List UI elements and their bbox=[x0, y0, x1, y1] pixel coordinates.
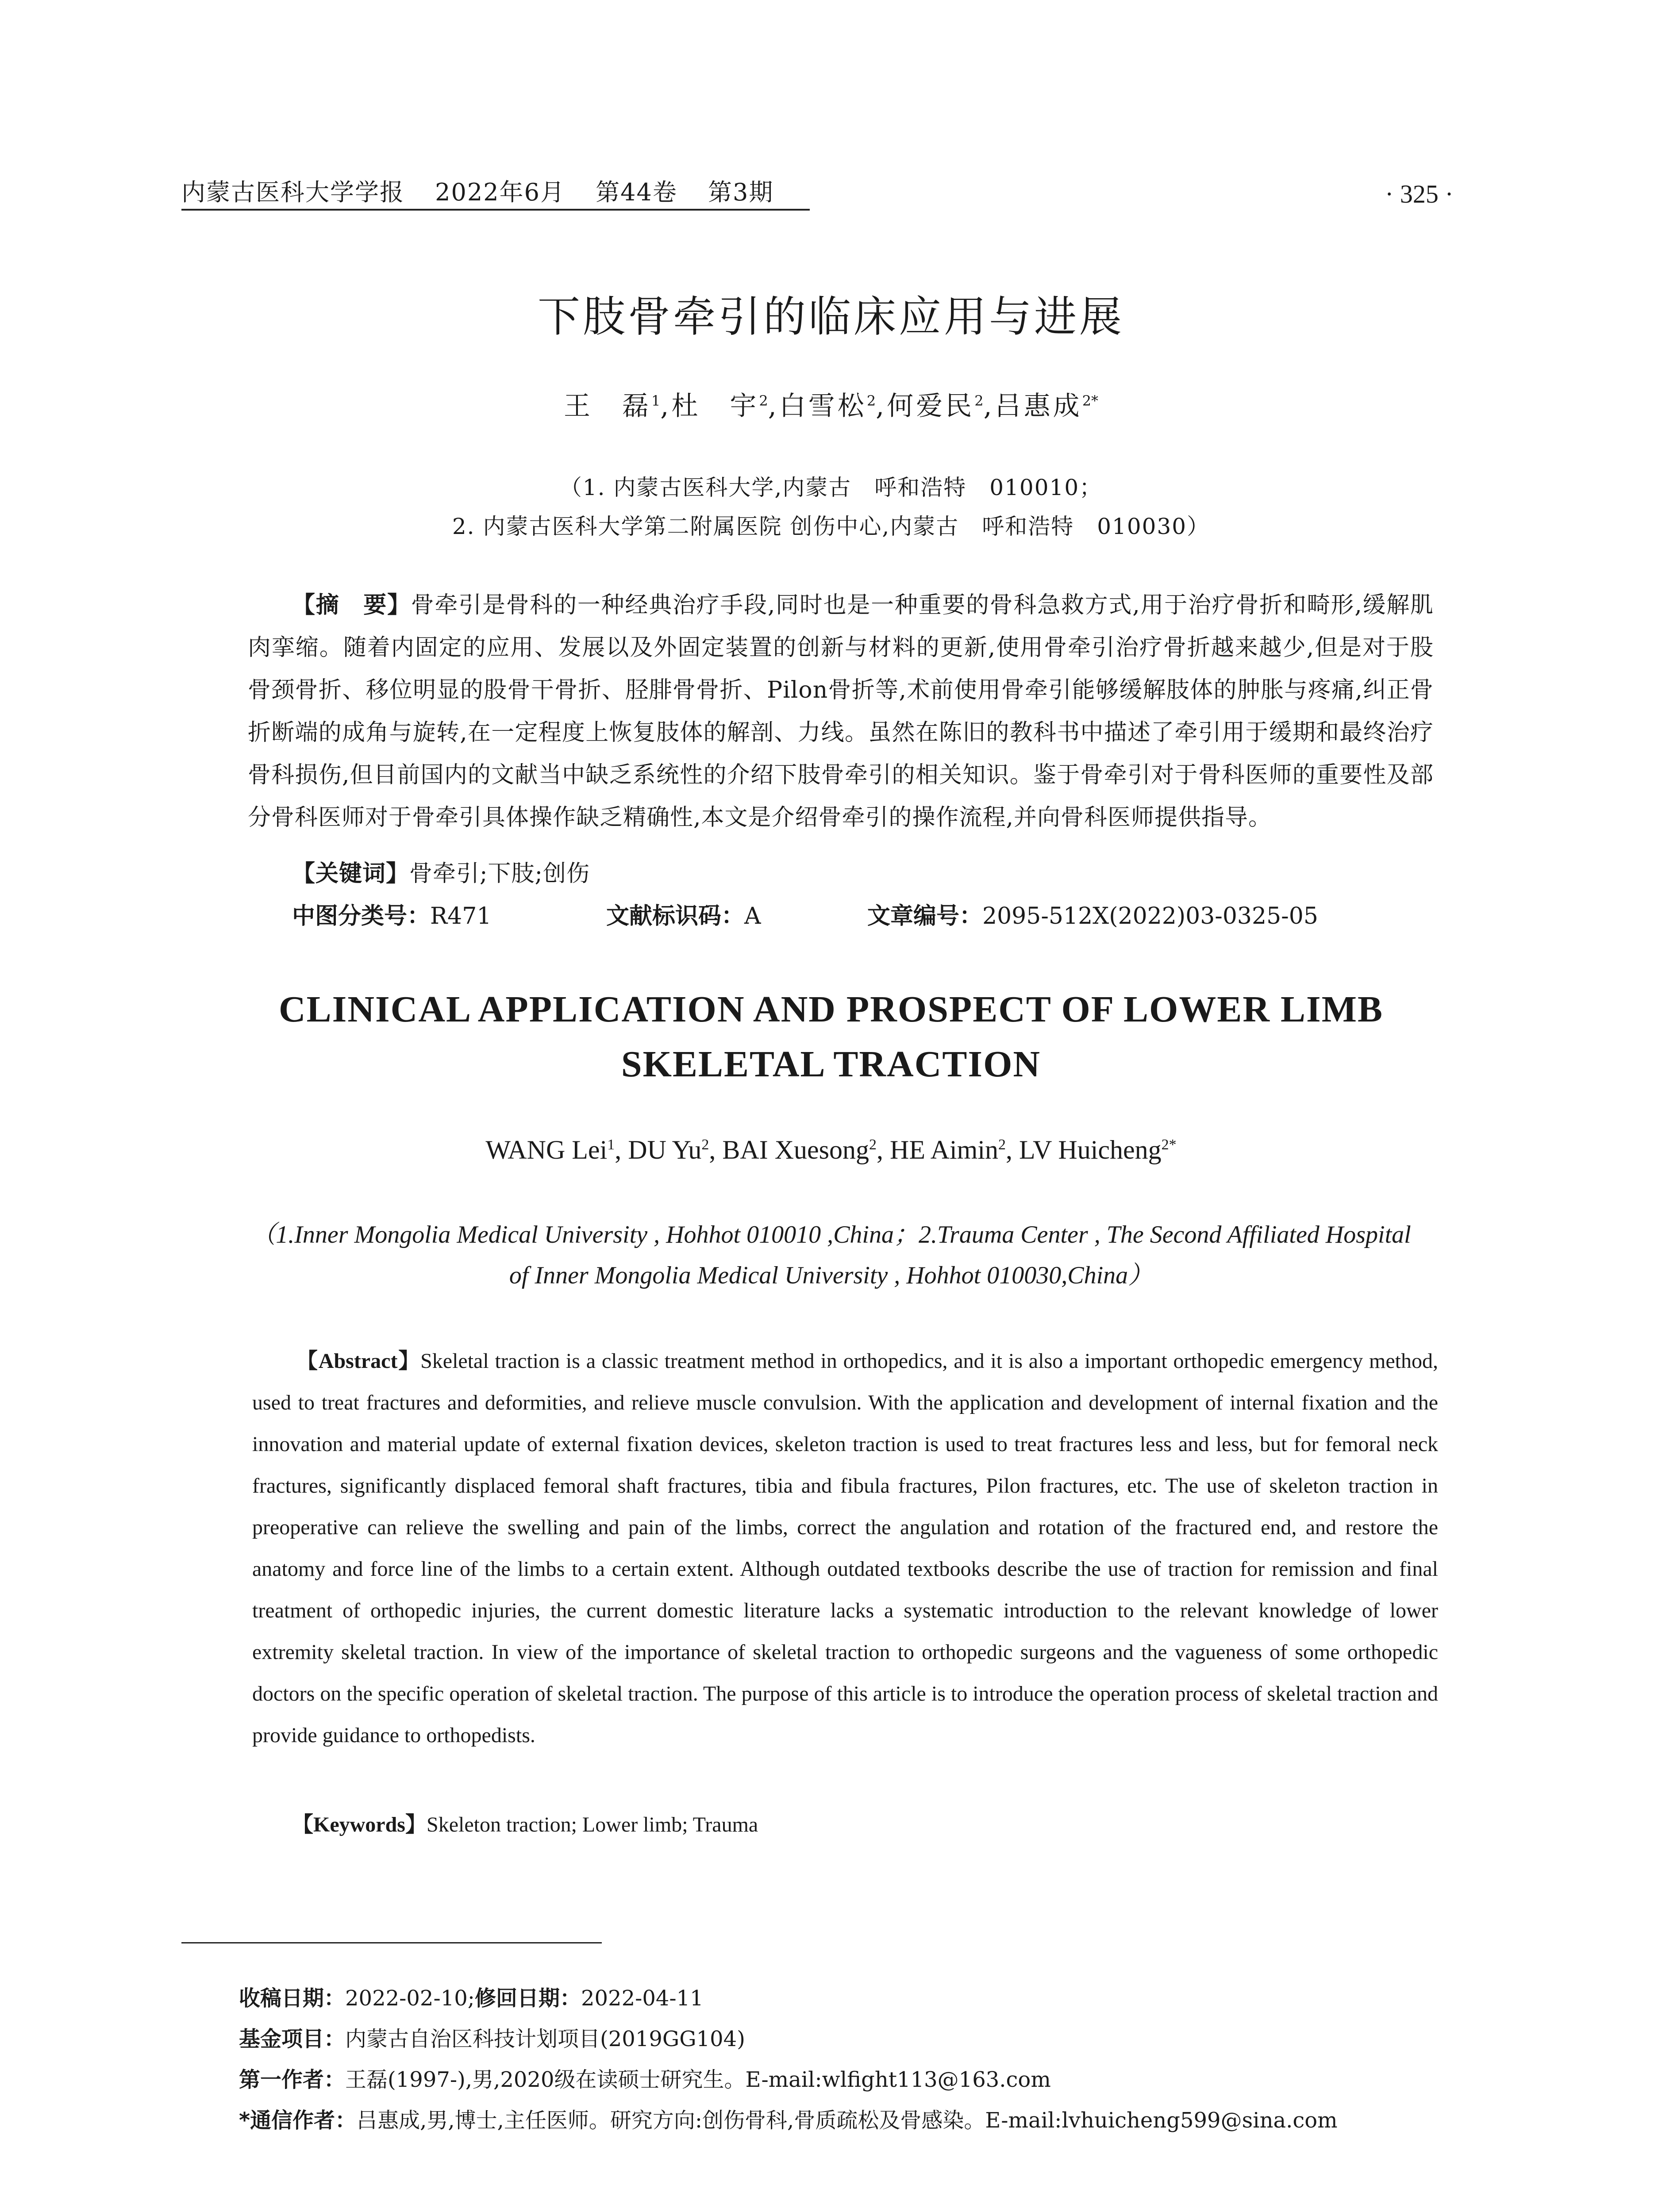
article-no-value: 2095-512X(2022)03-0325-05 bbox=[982, 903, 1318, 929]
author-name: LV Huicheng bbox=[1019, 1135, 1162, 1164]
author-name: HE Aimin bbox=[890, 1135, 999, 1164]
en-abstract-text: Skeletal traction is a classic treatment method in orthopedics, and it is also a important orthopedic emergency method, used to treat fractures and deformities, and relieve muscle convulsion. With the application and development of internal fixation and the innovation and material update of external fixation devices, skeleton traction is used to treat fractures less and less, but for femoral neck fractures, significantly displaced femoral shaft fractures, tibia and fibula fractures, Pilon fractures, etc. The use of skeleton traction in preoperative can relieve the swelling and pain of the limbs, correct the angulation and rotation of the fractured end, and restore the anatomy and force line of the limbs to a certain extent. Although outdated textbooks describe the use of traction for remission and final treatment of orthopedic injuries, the current domestic literature lacks a systematic introduction to the relevant knowledge of lower extremity skeletal traction. In view of the importance of skeletal traction to orthopedic surgeons and the vagueness of some orthopedic doctors on the specific operation of skeletal traction. The purpose of this article is to introduce the operation process of skeletal traction and provide guidance to orthopedists. bbox=[252, 1349, 1438, 1747]
footnote-divider bbox=[181, 1942, 602, 1943]
cn-affiliation-2: 2. 内蒙古医科大学第二附属医院 创伤中心,内蒙古 呼和浩特 010030） bbox=[452, 514, 1210, 539]
cn-abstract-label: 【摘 要】 bbox=[292, 592, 411, 618]
cn-keywords bbox=[292, 855, 590, 888]
author-name: 白雪松 bbox=[779, 391, 867, 422]
corresponding-value: 吕惠成,男,博士,主任医师。研究方向:创伤骨科,骨质疏松及骨感染。E-mail:lvhuicheng599@sina.com bbox=[356, 2108, 1338, 2133]
author-sup: 2 bbox=[866, 392, 876, 409]
doc-code-label: 文献标识码： bbox=[606, 903, 745, 929]
received-label: 收稿日期： bbox=[239, 1986, 346, 2011]
author-sup: 2 bbox=[759, 392, 768, 409]
fund-value: 内蒙古自治区科技计划项目(2019GG104) bbox=[345, 2027, 745, 2051]
footnote-fund bbox=[239, 2022, 745, 2052]
author-sup: 2* bbox=[1082, 392, 1099, 409]
en-abstract-label: 【Abstract】 bbox=[296, 1349, 421, 1373]
author-name: DU Yu bbox=[628, 1135, 702, 1164]
author-sup: 2* bbox=[1161, 1137, 1177, 1153]
document-code bbox=[606, 897, 761, 930]
author-sep: , bbox=[660, 391, 672, 422]
author-sup: 2 bbox=[869, 1137, 877, 1153]
author-sup: 2 bbox=[974, 392, 984, 409]
en-title bbox=[0, 982, 1662, 1092]
cn-keywords-label: 【关键词】 bbox=[292, 860, 410, 887]
author-sup: 1 bbox=[651, 392, 661, 409]
cn-affiliation-1: （1. 内蒙古医科大学,内蒙古 呼和浩特 010010； bbox=[559, 475, 1103, 500]
en-keywords-label: 【Keywords】 bbox=[292, 1813, 427, 1836]
first-author-value: 王磊(1997-),男,2020级在读硕士研究生。E-mail:wlfight113@163.com bbox=[345, 2067, 1051, 2092]
cn-abstract bbox=[248, 584, 1434, 839]
cn-abstract-text: 骨牵引是骨科的一种经典治疗手段,同时也是一种重要的骨科急救方式,用于治疗骨折和畸形,缓解肌肉挛缩。随着内固定的应用、发展以及外固定装置的创新与材料的更新,使用骨牵引治疗骨折越来越少,但是对于股骨颈骨折、移位明显的股骨干骨折、胫腓骨骨折、Pilon骨折等,术前使用骨牵引能够缓解肢体的肿胀与疼痛,纠正骨折断端的成角与旋转,在一定程度上恢复肢体的解剖、力线。虽然在陈旧的教科书中描述了牵引用于缓期和最终治疗骨科损伤,但目前国内的文献当中缺乏系统性的介绍下肢骨牵引的相关知识。鉴于骨牵引对于骨科医师的重要性及部分骨科医师对于骨牵引具体操作缺乏精确性,本文是介绍骨牵引的操作流程,并向骨科医师提供指导。 bbox=[248, 592, 1434, 831]
first-author-label: 第一作者： bbox=[239, 2067, 346, 2092]
author-sep: , bbox=[709, 1135, 723, 1164]
author-sup: 1 bbox=[607, 1137, 615, 1153]
en-affiliations bbox=[0, 1214, 1662, 1296]
author-name: 杜 宇 bbox=[671, 391, 759, 422]
cn-authors bbox=[0, 385, 1662, 423]
en-title-line-2: SKELETAL TRACTION bbox=[621, 1044, 1041, 1085]
fund-label: 基金项目： bbox=[239, 2027, 346, 2051]
running-header bbox=[181, 173, 810, 211]
author-sup: 2 bbox=[701, 1137, 709, 1153]
revised-date: 2022-04-11 bbox=[581, 1986, 704, 2011]
author-sep: , bbox=[983, 391, 995, 422]
author-name: WANG Lei bbox=[485, 1135, 608, 1164]
author-sep: , bbox=[1006, 1135, 1020, 1164]
clc-value: R471 bbox=[430, 903, 492, 929]
journal-name: 内蒙古医科大学学报 bbox=[181, 178, 404, 206]
author-name: 王 磊 bbox=[563, 391, 651, 422]
article-no-label: 文章编号： bbox=[867, 903, 983, 929]
en-authors bbox=[0, 1135, 1662, 1165]
author-sep: , bbox=[877, 1135, 890, 1164]
date-sep: ; bbox=[467, 1986, 475, 2011]
issue: 第3期 bbox=[708, 178, 774, 206]
page-number: · 325 · bbox=[1385, 180, 1454, 208]
author-name: 吕惠成 bbox=[994, 391, 1082, 422]
author-sep: , bbox=[876, 391, 887, 422]
footnote-corresponding-author bbox=[239, 2103, 1338, 2134]
author-sep: , bbox=[615, 1135, 628, 1164]
revised-label: 修回日期： bbox=[474, 1986, 581, 2011]
footnote-first-author bbox=[239, 2062, 1051, 2093]
cn-keywords-text: 骨牵引;下肢;创伤 bbox=[409, 860, 590, 887]
en-abstract bbox=[252, 1340, 1438, 1756]
doc-code-value: A bbox=[744, 903, 761, 929]
en-keywords-text: Skeleton traction; Lower limb; Trauma bbox=[427, 1813, 758, 1836]
clc-label: 中图分类号： bbox=[292, 903, 431, 929]
author-sup: 2 bbox=[998, 1137, 1006, 1153]
clc-number bbox=[292, 897, 491, 930]
footnote-dates bbox=[239, 1981, 704, 2012]
issue-date: 2022年6月 bbox=[435, 178, 565, 206]
received-date: 2022-02-10 bbox=[345, 1986, 468, 2011]
article-number bbox=[867, 897, 1318, 930]
author-sep: , bbox=[768, 391, 779, 422]
volume: 第44卷 bbox=[596, 178, 677, 206]
en-affiliation-line-1: （1.Inner Mongolia Medical University , Hohhot 010010 ,China；2.Trauma Center , The Second Affiliated Hospital bbox=[251, 1221, 1411, 1248]
en-title-line-1: CLINICAL APPLICATION AND PROSPECT OF LOWER LIMB bbox=[278, 989, 1384, 1030]
author-name: BAI Xuesong bbox=[722, 1135, 869, 1164]
en-affiliation-line-2: of Inner Mongolia Medical University , Hohhot 010030,China） bbox=[509, 1262, 1153, 1289]
author-name: 何爱民 bbox=[887, 391, 975, 422]
corresponding-label: *通信作者： bbox=[239, 2108, 357, 2133]
cn-title: 下肢骨牵引的临床应用与进展 bbox=[538, 292, 1124, 342]
en-keywords bbox=[292, 1807, 758, 1838]
